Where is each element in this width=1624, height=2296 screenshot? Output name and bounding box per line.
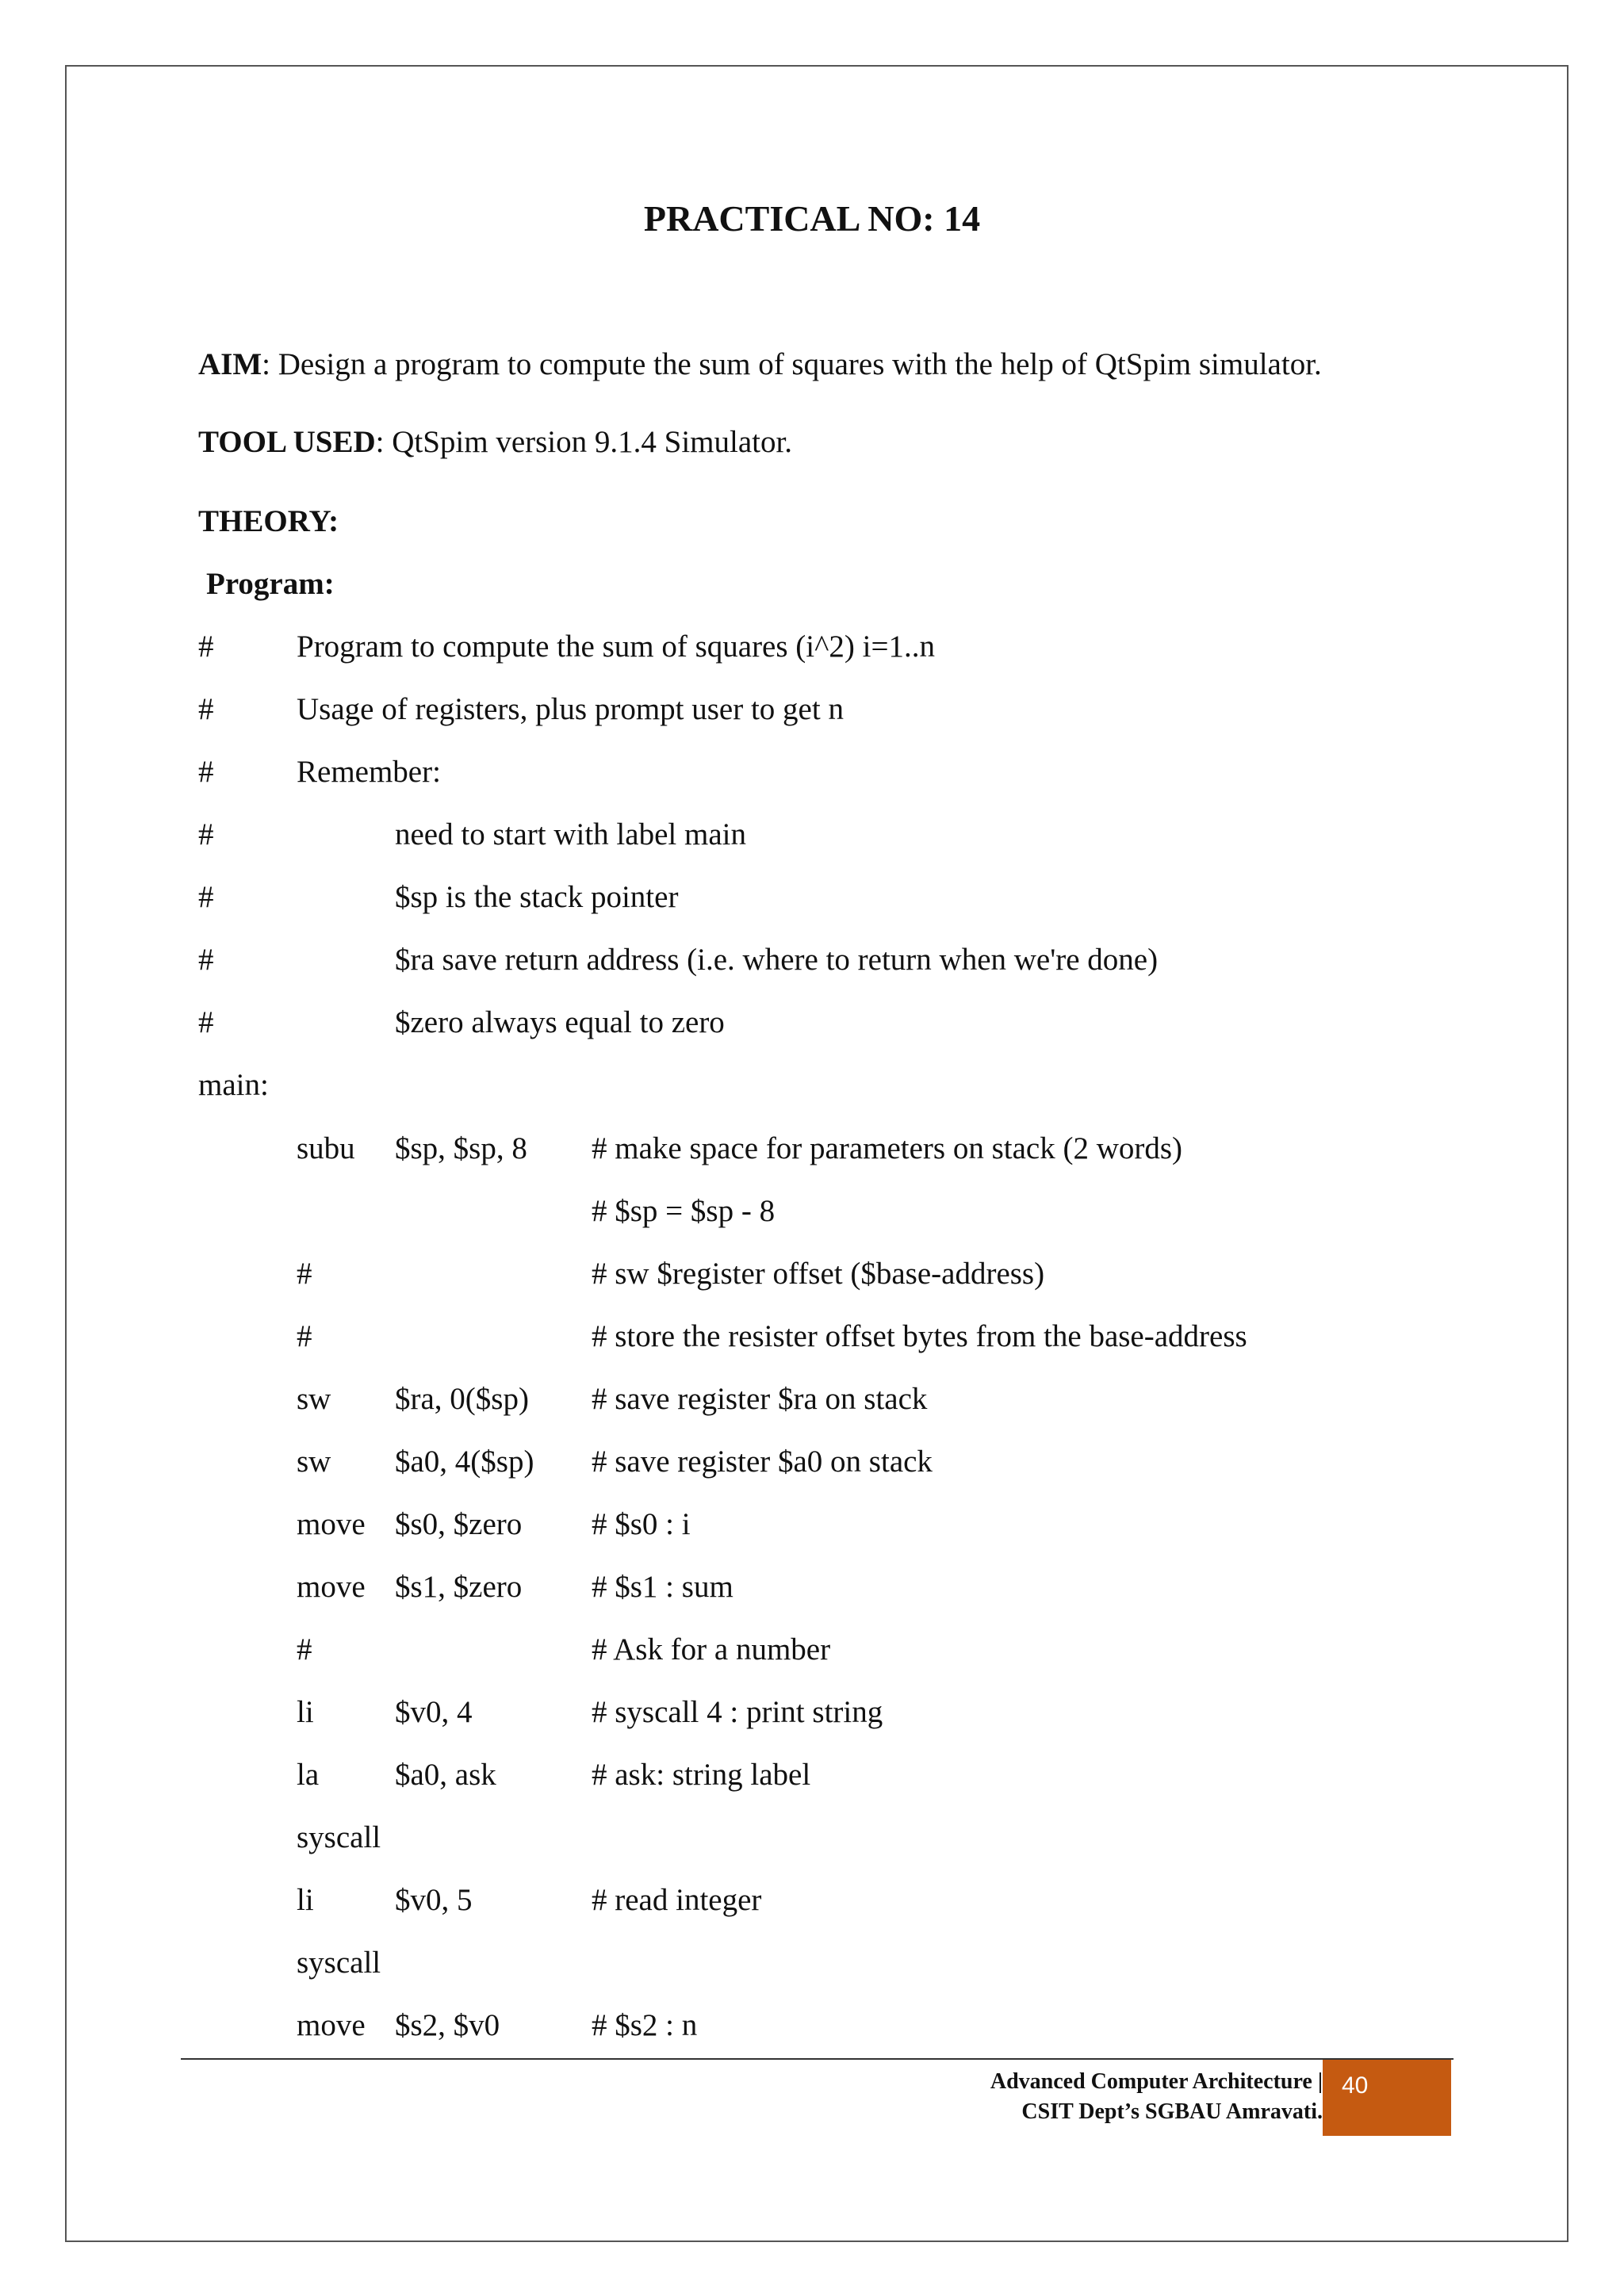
comment-hash: #	[198, 1005, 214, 1039]
code-args: $s0, $zero	[395, 1507, 523, 1541]
code-line	[198, 1881, 1546, 1920]
tool-label: TOOL USED	[198, 425, 376, 459]
code-op: #	[297, 1319, 312, 1353]
code-line	[198, 1129, 1546, 1169]
code-op: move	[297, 2008, 366, 2042]
aim-text: : Design a program to compute the sum of squares with the help of QtSpim simulator.	[262, 347, 1322, 381]
program-heading-text: Program:	[206, 567, 335, 601]
code-comment-line	[198, 940, 1546, 980]
comment-text: Usage of registers, plus prompt user to get n	[297, 692, 844, 726]
code-args: $s1, $zero	[395, 1570, 523, 1604]
code-op: syscall	[297, 1820, 381, 1854]
code-args: $a0, ask	[395, 1758, 496, 1792]
code-args: $sp, $sp, 8	[395, 1131, 527, 1165]
comment-text: $zero always equal to zero	[395, 1005, 725, 1039]
code-line	[198, 1254, 1546, 1294]
code-line	[198, 1192, 1546, 1231]
code-comment: # store the resister offset bytes from the base-address	[592, 1319, 1247, 1353]
tool-text: : QtSpim version 9.1.4 Simulator.	[375, 425, 793, 459]
code-line	[198, 1442, 1546, 1482]
footer-course: Advanced Computer Architecture |	[990, 2069, 1323, 2094]
comment-hash: #	[198, 629, 214, 664]
comment-text: Remember:	[297, 755, 441, 789]
code-comment: # ask: string label	[592, 1758, 811, 1792]
footer-department: CSIT Dept’s SGBAU Amravati.	[1021, 2099, 1323, 2124]
comment-hash: #	[198, 755, 214, 789]
code-comment: # syscall 4 : print string	[592, 1695, 883, 1729]
code-comment-line	[198, 878, 1546, 917]
comment-text: $sp is the stack pointer	[395, 880, 679, 914]
code-comment: # Ask for a number	[592, 1632, 831, 1667]
code-comment: # save register $ra on stack	[592, 1382, 928, 1416]
tool-paragraph	[198, 423, 792, 462]
code-comment-line	[198, 627, 1546, 667]
code-comment-line	[198, 1003, 1546, 1043]
code-comment: # sw $register offset ($base-address)	[592, 1257, 1045, 1291]
code-op: move	[297, 1507, 366, 1541]
code-comment-line	[198, 815, 1546, 855]
code-line	[198, 1630, 1546, 1670]
code-comment: # $s1 : sum	[592, 1570, 733, 1604]
code-line	[198, 1505, 1546, 1544]
code-comment: # $s2 : n	[592, 2008, 698, 2042]
code-comment: # make space for parameters on stack (2 words)	[592, 1131, 1183, 1165]
aim-label: AIM	[198, 347, 262, 381]
comment-text: need to start with label main	[395, 817, 746, 851]
code-op: #	[297, 1257, 312, 1291]
code-comment: # $sp = $sp - 8	[592, 1194, 776, 1228]
code-args: $v0, 4	[395, 1695, 473, 1729]
code-op: li	[297, 1883, 314, 1917]
code-line	[198, 2006, 1546, 2045]
code-op: li	[297, 1695, 314, 1729]
code-line	[198, 1818, 1546, 1858]
code-op: #	[297, 1632, 312, 1667]
page-number-box	[1323, 2060, 1451, 2136]
code-line	[198, 1693, 1546, 1732]
code-args: $ra, 0($sp)	[395, 1382, 529, 1416]
code-op: sw	[297, 1445, 331, 1479]
comment-text: Program to compute the sum of squares (i^2) i=1..n	[297, 629, 935, 664]
code-line	[198, 1317, 1546, 1357]
code-op: la	[297, 1758, 320, 1792]
footer-divider	[181, 2058, 1454, 2060]
code-op: syscall	[297, 1946, 381, 1980]
code-args: $a0, 4($sp)	[395, 1445, 534, 1479]
footer-text	[990, 2067, 1323, 2127]
aim-paragraph	[198, 345, 1322, 385]
comment-text: $ra save return address (i.e. where to return when we're done)	[395, 943, 1159, 977]
code-args: $v0, 5	[395, 1883, 473, 1917]
page-number: 40	[1342, 2072, 1369, 2099]
page-title: PRACTICAL NO: 14	[643, 198, 981, 239]
comment-hash: #	[198, 692, 214, 726]
code-comment-line	[198, 690, 1546, 729]
code-line	[198, 1943, 1546, 1983]
code-line	[198, 1380, 1546, 1419]
code-comment: # read integer	[592, 1883, 762, 1917]
program-heading	[206, 564, 335, 604]
code-comment: # save register $a0 on stack	[592, 1445, 933, 1479]
code-op: subu	[297, 1131, 355, 1165]
comment-hash: #	[198, 943, 214, 977]
code-args: $s2, $v0	[395, 2008, 500, 2042]
code-line	[198, 1567, 1546, 1607]
theory-heading	[198, 502, 339, 541]
main-label: main:	[198, 1068, 269, 1102]
main-label-line	[198, 1066, 1546, 1105]
code-line	[198, 1755, 1546, 1795]
code-op: sw	[297, 1382, 331, 1416]
comment-hash: #	[198, 817, 214, 851]
code-comment-line	[198, 752, 1546, 792]
code-comment: # $s0 : i	[592, 1507, 691, 1541]
comment-hash: #	[198, 880, 214, 914]
theory-heading-text: THEORY:	[198, 504, 339, 538]
code-op: move	[297, 1570, 366, 1604]
